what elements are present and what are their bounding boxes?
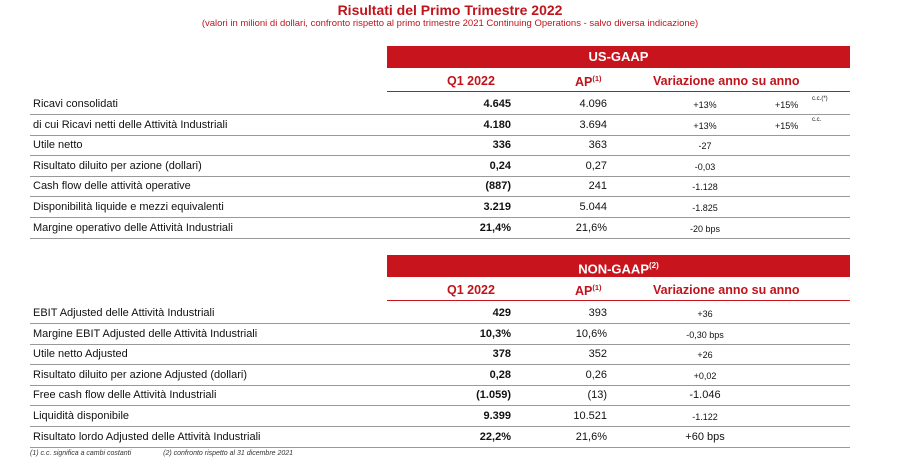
us-gaap-band [387, 46, 850, 68]
table-row [30, 116, 850, 136]
q1-2022-value: 378 [492, 348, 511, 361]
ap-value: 393 [588, 307, 607, 319]
row-label: Utile netto [33, 139, 83, 152]
q1-2022-value: 429 [492, 307, 511, 319]
ap-value: 241 [588, 180, 607, 193]
ap-value: 363 [588, 139, 607, 152]
q1-2022-value: 0,28 [489, 368, 511, 381]
ap-value: 352 [588, 348, 607, 361]
page-title: Risultati del Primo Trimestre 2022 [337, 2, 563, 18]
col-ap-header: AP$^{(1)}$ [575, 74, 602, 90]
page-subtitle: (valori in milioni di dollari, confronto rispetto al primo trimestre 2021 Continuing Operations - salvo diversa indicazione) [201, 18, 699, 29]
col-ap-header: AP$^{(1)}$ [575, 283, 602, 299]
table-row [30, 198, 850, 218]
variation-value: -0,30 bps [686, 329, 724, 340]
col-q1-header: Q1 2022 [447, 74, 495, 88]
row-label: Risultato diluito per azione Adjusted (dollari) [33, 368, 248, 381]
q1-2022-value: 9.399 [483, 410, 511, 422]
ap-value: 0,26 [585, 368, 607, 381]
variation-value: +13% [693, 120, 717, 131]
table-row [30, 366, 850, 386]
table-row [30, 325, 850, 345]
q1-2022-value: 4.645 [483, 98, 511, 110]
q1-2022-value: 4.180 [483, 118, 511, 131]
ap-value: 10.521 [573, 410, 607, 422]
table-row [30, 95, 850, 115]
variation-value: +60 bps [685, 430, 725, 443]
table-row [30, 219, 850, 239]
row-label: Ricavi consolidati [33, 98, 118, 110]
variation-value: -0,03 [694, 161, 716, 172]
variation-value: +0,02 [693, 370, 717, 381]
table-row [30, 407, 850, 427]
q1-2022-value: 22,2% [479, 430, 511, 443]
non-gaap-band-sup: (2) [649, 261, 659, 270]
variation-value: -1.122 [692, 412, 718, 422]
row-label: Margine operativo delle Attività Industriali [33, 221, 233, 234]
ap-value: 10,6% [575, 327, 607, 340]
ap-value: 3.694 [579, 118, 607, 131]
row-label: Utile netto Adjusted [33, 348, 128, 361]
variation-value: -1.128 [692, 182, 718, 193]
table-row [30, 136, 850, 156]
table-row [30, 345, 850, 365]
non-gaap-band [387, 255, 850, 277]
ap-value: (13) [587, 389, 607, 402]
q1-2022-value: (1.059) [476, 389, 511, 402]
row-label: Risultato lordo Adjusted delle Attività Industriali [33, 430, 261, 443]
footnote-2: (2) confronto rispetto al 31 dicembre 2021 [163, 450, 294, 457]
cc-note: c.c. [812, 116, 822, 123]
footnotes [30, 450, 323, 457]
table-row [30, 177, 850, 197]
table-row [30, 386, 850, 406]
row-label: Margine EBIT Adjusted delle Attività Industriali [33, 327, 258, 340]
ap-value: 5.044 [579, 201, 607, 213]
table-row [30, 428, 850, 448]
variation-value: -1.046 [689, 389, 721, 402]
variation-value: -20 bps [689, 223, 721, 234]
row-label: Cash flow delle attività operative [33, 180, 191, 193]
row-label: EBIT Adjusted delle Attività Industriali [33, 307, 215, 319]
footnote-1: (1) c.c. significa a cambi costanti [30, 450, 132, 457]
row-label: Risultato diluito per azione (dollari) [33, 159, 202, 172]
variation-value: +13% [693, 100, 717, 110]
q1-2022-value: 3.219 [483, 201, 511, 213]
table-row [30, 304, 850, 324]
cc-note: c.c.(*) [812, 96, 828, 102]
col-variation-header: Variazione anno su anno [653, 74, 800, 88]
variation-value: -1.825 [692, 203, 718, 213]
non-gaap-header [387, 280, 850, 301]
cc-variation-value: +15% [775, 100, 799, 110]
table-row [30, 157, 850, 177]
col-variation-header: Variazione anno su anno [653, 283, 800, 297]
q1-2022-value: 10,3% [479, 327, 511, 340]
col-q1-header: Q1 2022 [447, 283, 495, 297]
cc-variation-value: +15% [775, 120, 799, 131]
q1-2022-value: 336 [492, 139, 511, 152]
variation-value: -27 [698, 141, 712, 152]
variation-value: +36 [697, 309, 713, 319]
us-gaap-header [387, 71, 850, 92]
row-label: di cui Ricavi netti delle Attività Industriali [33, 118, 228, 131]
row-label: Free cash flow delle Attività Industriali [33, 389, 217, 402]
ap-value: 0,27 [585, 159, 607, 172]
q1-2022-value: (887) [485, 180, 511, 193]
ap-value: 21,6% [575, 430, 607, 443]
q1-2022-value: 21,4% [479, 221, 511, 234]
ap-value: 4.096 [579, 98, 607, 110]
us-gaap-band-label: US-GAAP [588, 49, 649, 64]
row-label: Disponibilità liquide e mezzi equivalenti [33, 201, 224, 213]
row-label: Liquidità disponibile [33, 410, 130, 422]
non-gaap-band-label: NON-GAAP [578, 261, 649, 277]
ap-value: 21,6% [575, 221, 607, 234]
variation-value: +26 [697, 350, 713, 361]
q1-2022-value: 0,24 [489, 159, 511, 172]
